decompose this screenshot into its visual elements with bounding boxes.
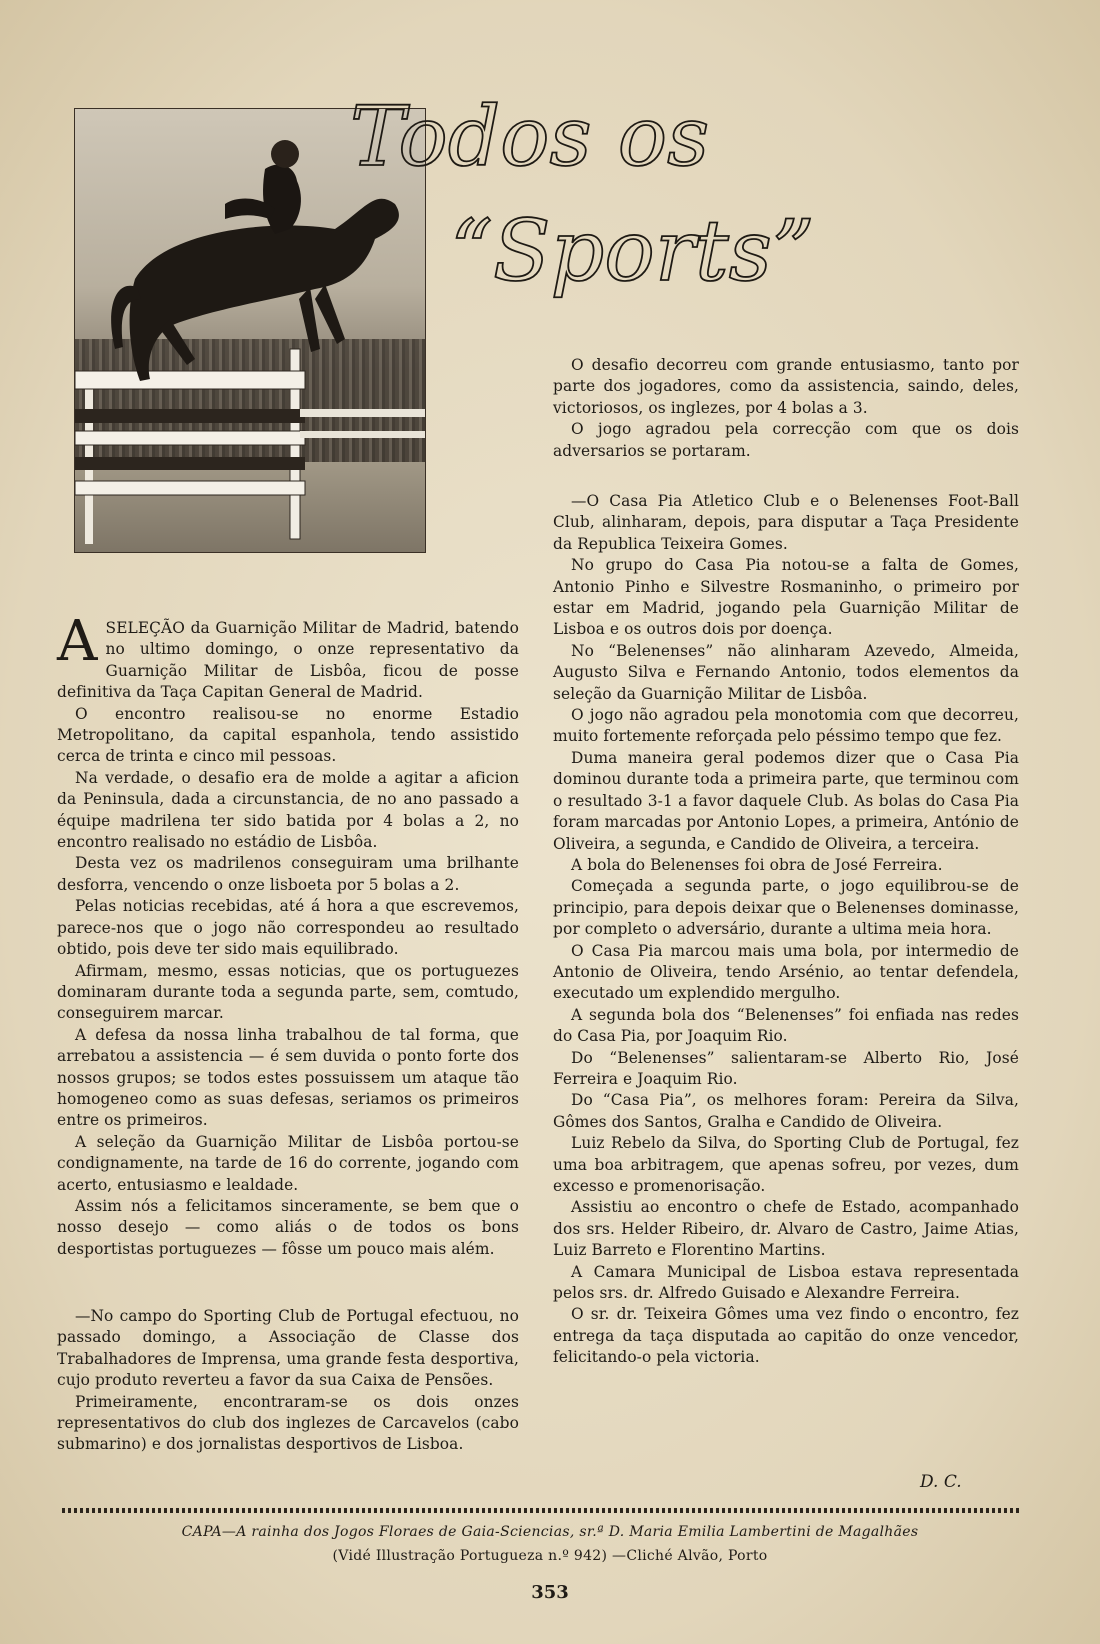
- paragraph: A seleção da Guarnição Militar de Lisbôa portou-se condignamente, na tarde de 16 do corrente, jogando com acerto, entusiasmo e lealdade.: [57, 1132, 519, 1194]
- paragraph: Desta vez os madrilenos conseguiram uma brilhante desforra, vencendo o onze lisboeta por 5 bolas a 2.: [57, 854, 519, 894]
- paragraph: A segunda bola dos “Belenenses” foi enfiada nas redes do Casa Pia, por Joaquim Rio.: [553, 1005, 1019, 1046]
- paragraph: No grupo do Casa Pia notou-se a falta de Gomes, Antonio Pinho e Silvestre Rosmaninho, o primeiro por estar em Madrid, jogando pela Guarnição Militar de Lisboa e os outros dois por doença.: [553, 556, 1019, 639]
- page-number: 353: [531, 1582, 569, 1603]
- paragraph: Primeiramente, encontraram-se os dois onzes representativos do club dos inglezes de Carcavelos (cabo submarino) e dos jornalistas desportivos de Lisboa.: [57, 1392, 519, 1454]
- paragraph: O Casa Pia marcou mais uma bola, por intermedio de Antonio de Oliveira, tendo Arsénio, ao tentar defendela, executado um explendido mergulho.: [553, 941, 1019, 1003]
- left-column-second-article: [57, 1306, 519, 1456]
- paragraph: O encontro realisou-se no enorme Estadio Metropolitano, da capital espanhola, tendo assistido cerca de trinta e cinco mil pessoas.: [57, 704, 519, 766]
- paragraph: O jogo agradou pela correcção com que os dois adversarios se portaram.: [553, 420, 1019, 460]
- paragraph: No “Belenenses” não alinharam Azevedo, Almeida, Augusto Silva e Fernando Antonio, todos elementos da seleção da Guarnição Militar de Lisbôa.: [553, 641, 1019, 703]
- paragraph: O jogo não agradou pela monotomia com que decorreu, muito fortemente reforçada pelo péssimo tempo que fez.: [553, 706, 1019, 746]
- right-column-main: [553, 491, 1019, 1369]
- paragraph: A bola do Belenenses foi obra de José Ferreira.: [571, 855, 943, 874]
- paragraph: O sr. dr. Teixeira Gômes uma vez findo o encontro, fez entrega da taça disputada ao capitão do onze vencedor, felicitando-o pela victoria.: [553, 1305, 1019, 1367]
- paragraph: Do “Belenenses” salientaram-se Alberto Rio, José Ferreira e Joaquim Rio.: [553, 1048, 1019, 1088]
- paragraph: O desafio decorreu com grande entusiasmo, tanto por parte dos jogadores, como da assistencia, saindo, deles, victoriosos, os inglezes, por 4 bolas a 3.: [553, 356, 1019, 417]
- drop-cap: A: [57, 609, 98, 674]
- paragraph: A Camara Municipal de Lisboa estava representada pelos srs. dr. Alfredo Guisado e Alexandre Ferreira.: [553, 1262, 1019, 1303]
- title-line-1: Todos os: [350, 90, 710, 185]
- title-todos-os-sports: [330, 85, 970, 315]
- title-line-2: “Sports”: [450, 202, 815, 300]
- paragraph: Luiz Rebelo da Silva, do Sporting Club de Portugal, fez uma boa arbitragem, que apenas sofreu, por vezes, dum excesso e promenorisação.: [553, 1134, 1019, 1195]
- caption-text: CAPA—A rainha dos Jogos Floraes de Gaia-Sciencias, sr.ª D. Maria Emilia Lambertini de Magalhães: [181, 1524, 919, 1540]
- paragraph: —No campo do Sporting Club de Portugal efectuou, no passado domingo, a Associação de Classe dos Trabalhadores de Imprensa, uma grande festa desportiva, cujo produto reverteu a favor da sua Caixa de Pensões.: [57, 1307, 519, 1390]
- left-column-article: [57, 609, 519, 1260]
- right-column-top: [553, 355, 1019, 462]
- paragraph: Do “Casa Pia”, os melhores foram: Pereira da Silva, Gômes dos Santos, Gralha e Candido de Oliveira.: [553, 1091, 1019, 1131]
- paragraph: SELEÇÃO da Guarnição Militar de Madrid, batendo no ultimo domingo, o onze representativo da Guarnição Militar de Lisbôa, ficou de posse definitiva da Taça Capitan General de Madrid.: [57, 619, 519, 702]
- cover-caption-line-2: (Vidé Illustração Portugueza n.º 942) —Cliché Alvão, Porto: [332, 1548, 768, 1564]
- paragraph: Pelas noticias recebidas, até á hora a que escrevemos, parece-nos que o jogo não correspondeu ao resultado obtido, pois deve ter sido mais equilibrado.: [57, 897, 519, 959]
- paragraph: Começada a segunda parte, o jogo equilibrou-se de principio, para depois deixar que o Belenenses dominasse, por completo o adversário, durante a ultima meia hora.: [553, 877, 1019, 939]
- paragraph: Na verdade, o desafio era de molde a agitar a aficion da Peninsula, dada a circunstancia, de no ano passado a équipe madrilena ter sido batida por 4 bolas a 2, no encontro realisado no estádio de Lisbôa.: [57, 768, 519, 852]
- dotted-rule: [62, 1508, 1022, 1513]
- paragraph: A defesa da nossa linha trabalhou de tal forma, que arrebatou a assistencia — é sem duvida o ponto forte dos nossos grupos; se todos estes possuissem um ataque tão homogeneo como as suas defesas, seriamos os primeiros entre os primeiros.: [57, 1025, 519, 1130]
- opening-paragraph: [57, 609, 519, 704]
- paragraph: Assistiu ao encontro o chefe de Estado, acompanhado dos srs. Helder Ribeiro, dr. Alvaro de Castro, Jaime Atias, Luiz Barreto e Florentino Martins.: [553, 1198, 1019, 1260]
- paragraph: Afirmam, mesmo, essas noticias, que os portuguezes dominaram durante toda a segunda parte, sem, comtudo, conseguirem marcar.: [57, 961, 519, 1023]
- paragraph: —O Casa Pia Atletico Club e o Belenenses Foot-Ball Club, alinharam, depois, para disputar a Taça Presidente da Republica Teixeira Gomes.: [553, 492, 1019, 553]
- author-signature: D. C.: [920, 1472, 962, 1492]
- paragraph: Duma maneira geral podemos dizer que o Casa Pia dominou durante toda a primeira parte, que terminou com o resultado 3-1 a favor daquele Club. As bolas do Casa Pia foram marcadas por Antonio Lopes, a primeira, António de Oliveira, a segunda, e Candido de Oliveira, a terceira.: [553, 748, 1019, 853]
- paragraph: Assim nós a felicitamos sinceramente, se bem que o nosso desejo — como aliás o de todos os bons desportistas portuguezes — fôsse um pouco mais além.: [57, 1196, 519, 1258]
- cover-caption-line-1: [60, 1521, 1040, 1543]
